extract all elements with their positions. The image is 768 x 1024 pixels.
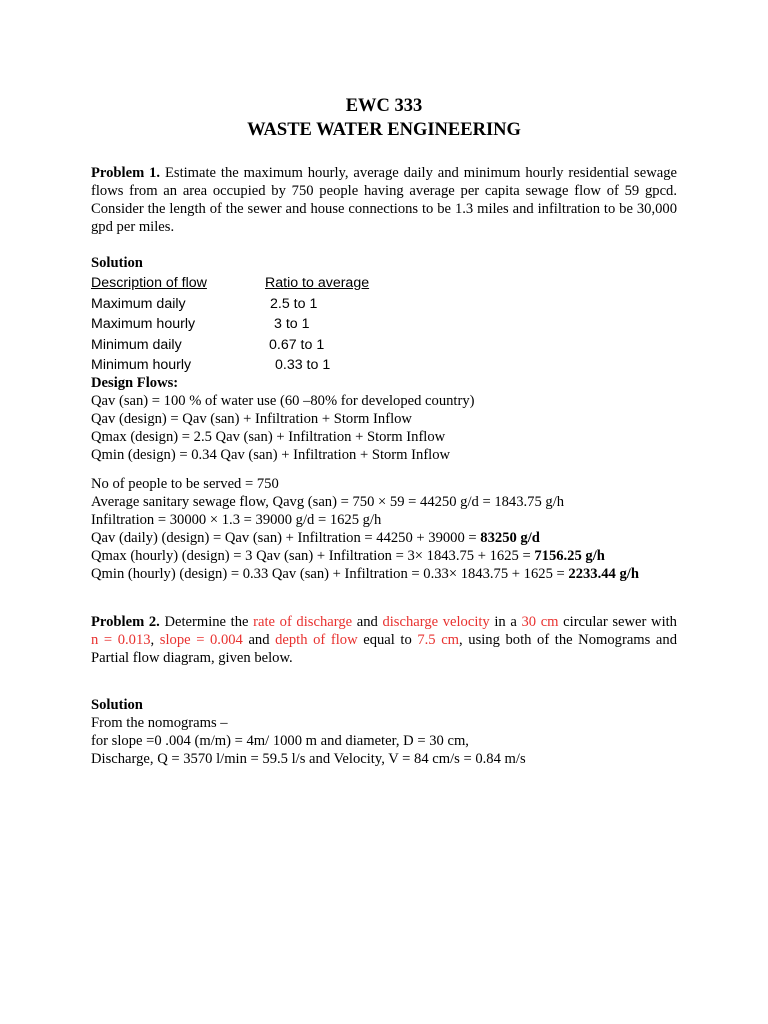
calc-line: Qmin (hourly) (design) = 0.33 Qav (san) + Infiltration = 0.33× 1843.75 + 1625 = 2233.44 g/h [91, 566, 639, 582]
solution-2-line: Discharge, Q = 3570 l/min = 59.5 l/s and Velocity, V = 84 cm/s = 0.84 m/s [91, 751, 526, 767]
flow-ratio: 0.67 to 1 [269, 336, 325, 353]
flow-ratio: 0.33 to 1 [275, 357, 331, 373]
highlight-rate-of-discharge: rate of discharge [253, 614, 353, 630]
min-hourly-result: 2233.44 g/h [568, 566, 639, 582]
design-flow-line: Qmin (design) = 0.34 Qav (san) + Infiltration + Storm Inflow [91, 447, 451, 463]
design-flows-heading: Design Flows: [91, 375, 179, 391]
flow-description: Minimum daily [91, 336, 182, 353]
highlight-slope: slope = 0.004 [159, 632, 243, 648]
calc-line: Infiltration = 30000 × 1.3 = 39000 g/d = 1625 g/h [91, 512, 382, 528]
flow-ratio: 3 to 1 [274, 316, 310, 332]
flow-description: Maximum hourly [91, 316, 196, 332]
highlight-discharge-velocity: discharge velocity [382, 614, 490, 630]
problem-2-label: Problem 2. [91, 614, 160, 630]
problem-2-line: Partial flow diagram, given below. [91, 650, 293, 666]
course-code: EWC 333 [345, 96, 423, 116]
solution-2-line: for slope =0 .004 (m/m) = 4m/ 1000 m and diameter, D = 30 cm, [91, 733, 469, 749]
calc-line: Qmax (hourly) (design) = 3 Qav (san) + Infiltration = 3× 1843.75 + 1625 = 7156.25 g/h [91, 548, 605, 564]
solution-1-heading: Solution [91, 255, 143, 271]
highlight-diameter: 30 cm [521, 614, 559, 630]
highlight-n-value: n = 0.013 [91, 632, 151, 648]
design-flow-line: Qmax (design) = 2.5 Qav (san) + Infiltration + Storm Inflow [91, 429, 446, 445]
flow-description: Minimum hourly [91, 357, 192, 373]
column-header-ratio: Ratio to average [265, 275, 370, 291]
calc-line: Average sanitary sewage flow, Qavg (san) = 750 × 59 = 44250 g/d = 1843.75 g/h [91, 494, 565, 510]
solution-2-heading: Solution [91, 697, 143, 713]
flow-description: Maximum daily [91, 295, 186, 312]
course-title: WASTE WATER ENGINEERING [247, 120, 521, 140]
column-header-description: Description of flow [91, 275, 207, 291]
problem-1-line: gpd per miles. [91, 219, 175, 235]
calc-line: No of people to be served = 750 [91, 476, 279, 492]
max-hourly-result: 7156.25 g/h [534, 548, 605, 564]
problem-1-label: Problem 1. [91, 165, 161, 181]
design-flow-line: Qav (design) = Qav (san) + Infiltration + Storm Inflow [91, 411, 412, 427]
problem-1-line: flows from an area occupied by 750 people having average per capita sewage flow of 59 gpcd. [91, 183, 677, 199]
calc-line: Qav (daily) (design) = Qav (san) + Infiltration = 44250 + 39000 = 83250 g/d [91, 530, 540, 546]
problem-1-line: Consider the length of the sewer and house connections to be 1.3 miles and infiltration to be 30,000 [91, 201, 677, 217]
design-flow-line: Qav (san) = 100 % of water use (60 –80% for developed country) [91, 393, 475, 409]
problem-2-statement: Problem 2. Determine the rate of discharge and discharge velocity in a 30 cm circular sewer with n = 0.013, slope = 0.004 and depth of flow equal to 7.5 cm, using both of the Nomograms and Partial flow diagram, given below. [91, 614, 677, 666]
highlight-depth-of-flow: depth of flow [275, 632, 358, 648]
daily-design-result: 83250 g/d [480, 530, 540, 546]
solution-2-line: From the nomograms – [91, 715, 228, 731]
flow-ratio: 2.5 to 1 [270, 295, 318, 312]
problem-1-line: Estimate the maximum hourly, average daily and minimum hourly residential sewage [160, 165, 677, 181]
highlight-depth-value: 7.5 cm [417, 632, 460, 648]
problem-1-statement [91, 164, 677, 236]
